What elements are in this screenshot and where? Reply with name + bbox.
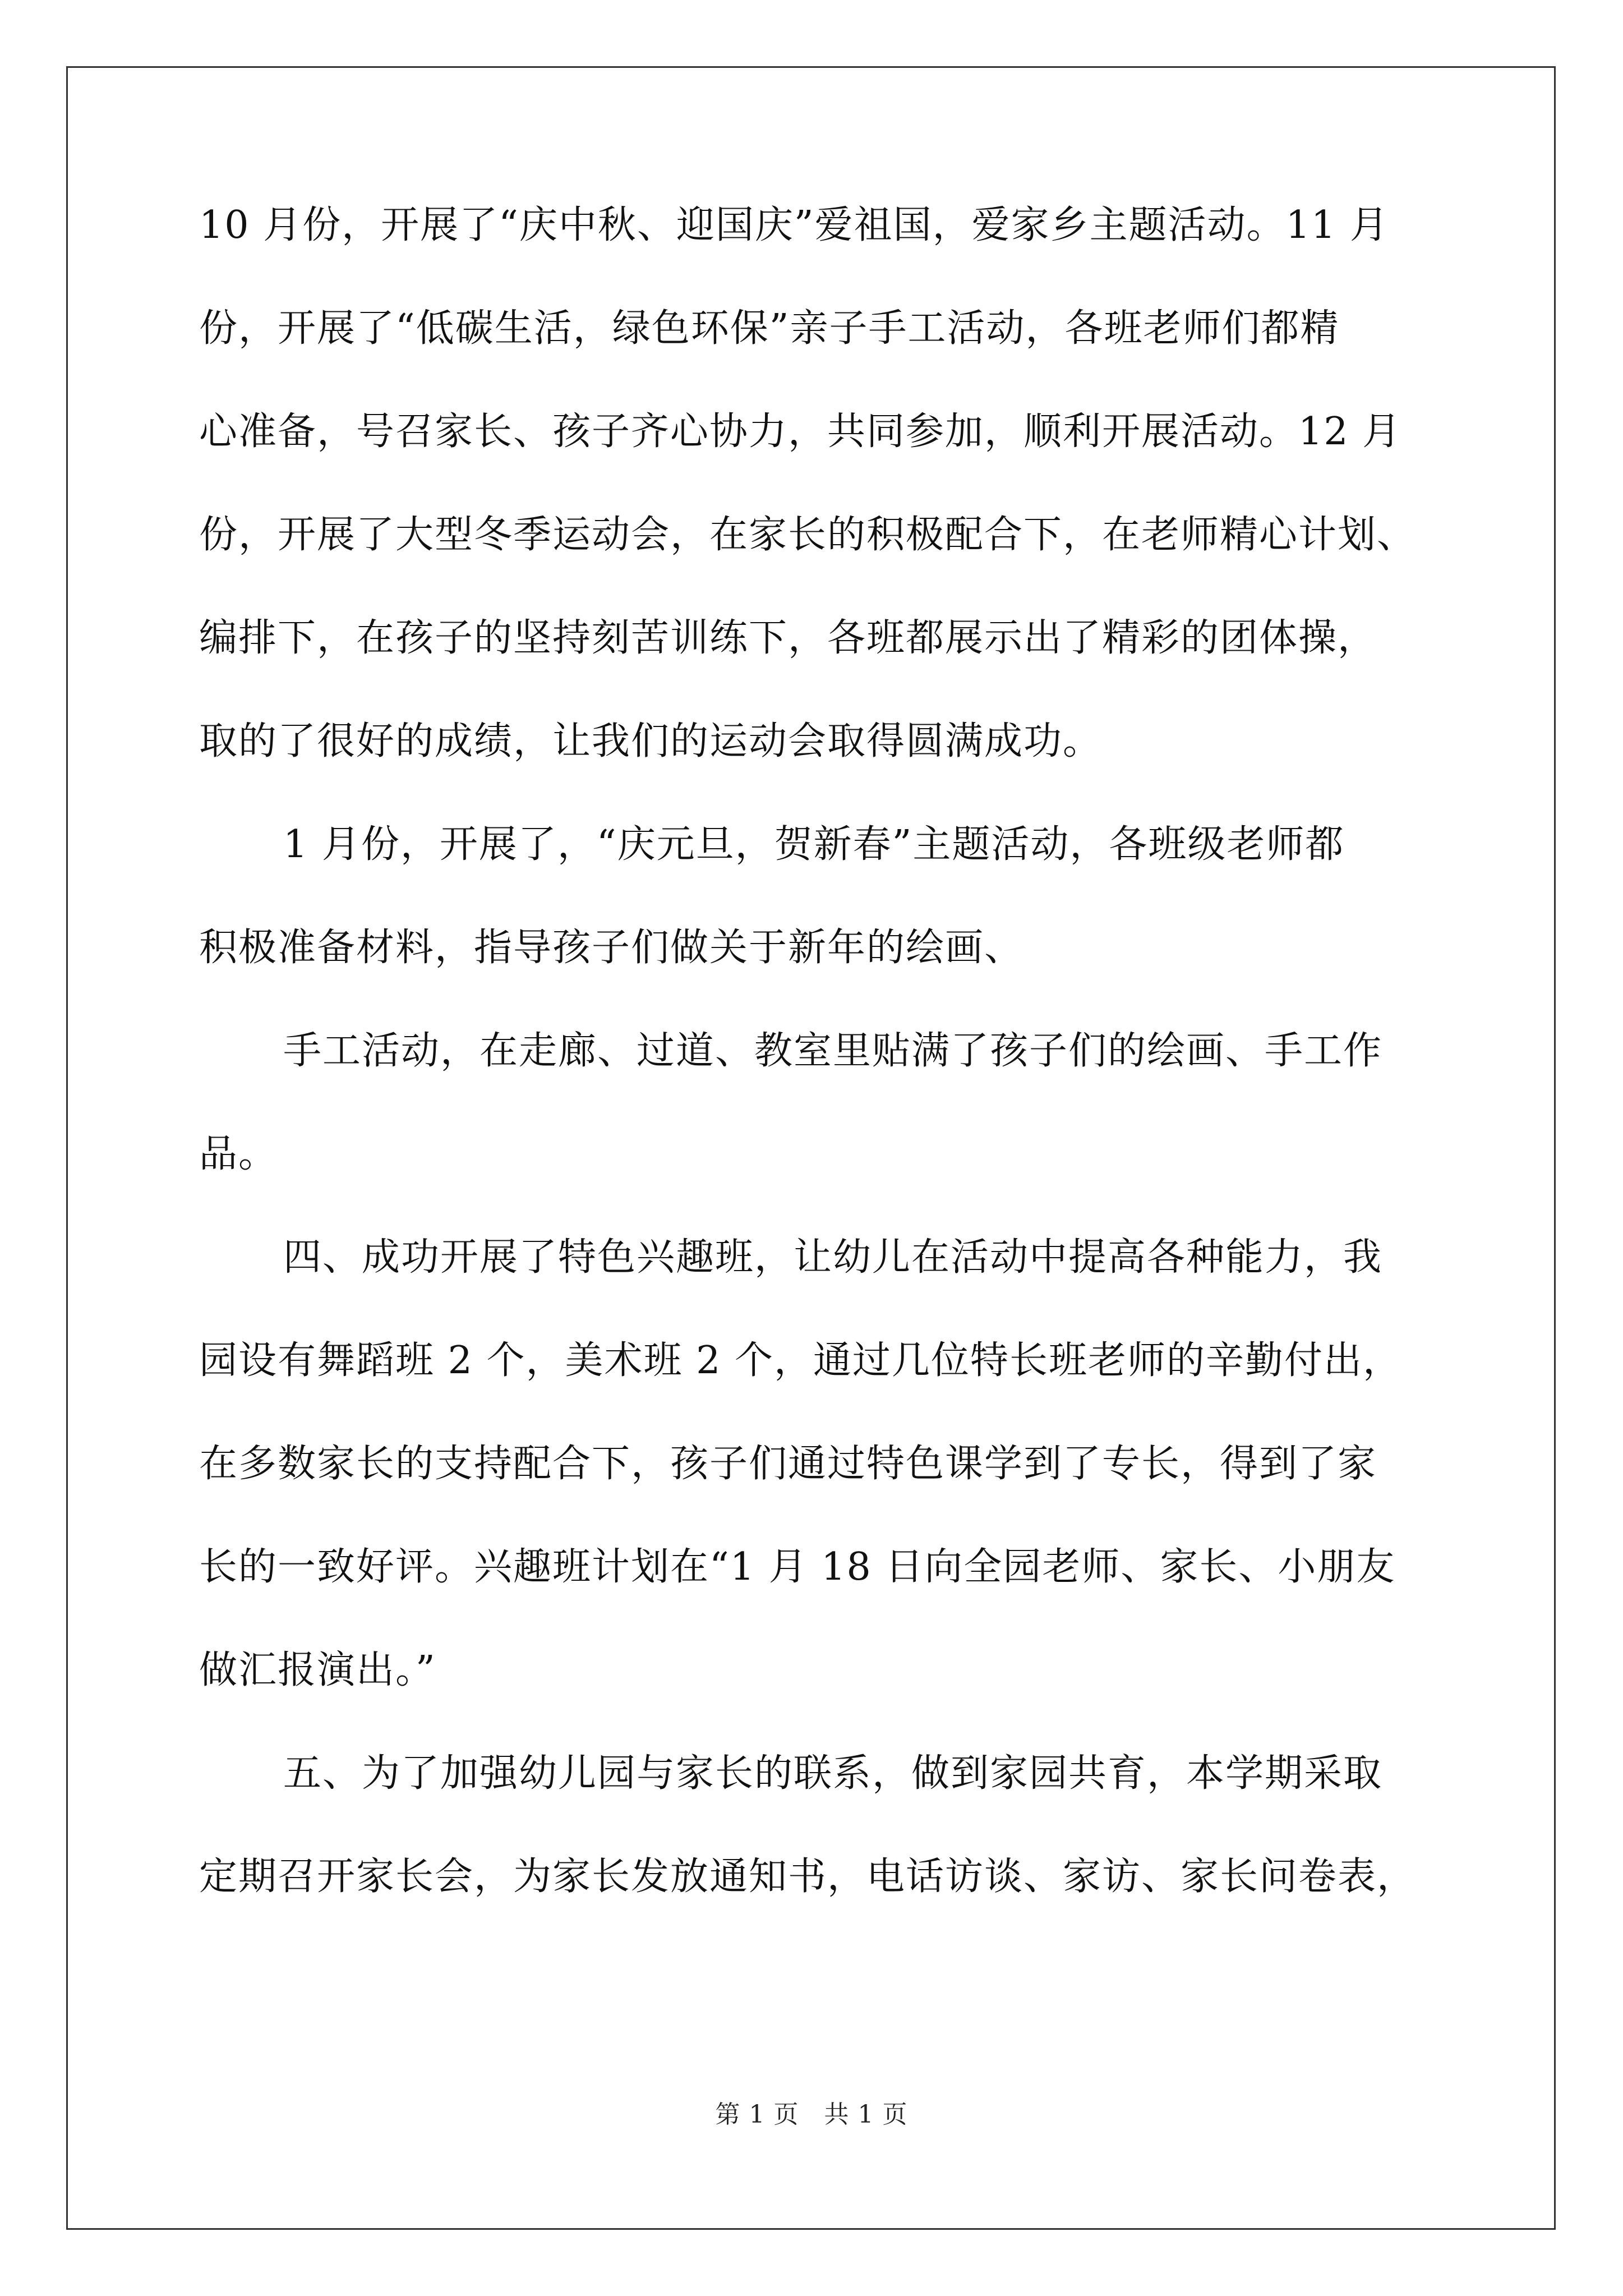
text-line: 取的了很好的成绩，让我们的运动会取得圆满成功。 — [199, 719, 1103, 763]
text-line: 做汇报演出。” — [199, 1648, 436, 1692]
text-line: 定期召开家长会，为家长发放通知书，电话访谈、家访、家长问卷表， — [199, 1855, 1417, 1899]
text-line: 在多数家长的支持配合下，孩子们通过特色课学到了专长，得到了家 — [199, 1442, 1377, 1486]
text-line: 份，开展了大型冬季运动会，在家长的积极配合下，在老师精心计划、 — [199, 513, 1417, 557]
text-line: 手工活动，在走廊、过道、教室里贴满了孩子们的绘画、手工作 — [283, 1029, 1383, 1073]
page-number-footer: 第 1 页 共 1 页 — [715, 2100, 908, 2129]
text-line: 心准备，号召家长、孩子齐心协力，共同参加，顺利开展活动。12 月 — [199, 409, 1402, 454]
text-line: 10 月份，开展了“庆中秋、迎国庆”爱祖国，爱家乡主题活动。11 月 — [199, 203, 1389, 247]
text-line: 份，开展了“低碳生活，绿色环保”亲子手工活动，各班老师们都精 — [199, 306, 1340, 351]
text-line: 品。 — [199, 1132, 278, 1176]
text-line: 编排下，在孩子的坚持刻苦训练下，各班都展示出了精彩的团体操， — [199, 616, 1377, 660]
page-border — [66, 66, 1556, 2230]
text-line: 积极准备材料，指导孩子们做关于新年的绘画、 — [199, 926, 1024, 970]
text-line: 园设有舞蹈班 2 个，美术班 2 个，通过几位特长班老师的辛勤付出， — [199, 1338, 1402, 1383]
text-line: 1 月份，开展了，“庆元旦，贺新春”主题活动，各班级老师都 — [283, 822, 1345, 867]
text-line: 四、成功开展了特色兴趣班，让幼儿在活动中提高各种能力，我 — [283, 1235, 1383, 1280]
text-line: 五、为了加强幼儿园与家长的联系，做到家园共育，本学期采取 — [283, 1751, 1383, 1796]
text-line: 长的一致好评。兴趣班计划在“1 月 18 日向全园老师、家长、小朋友 — [199, 1545, 1396, 1589]
